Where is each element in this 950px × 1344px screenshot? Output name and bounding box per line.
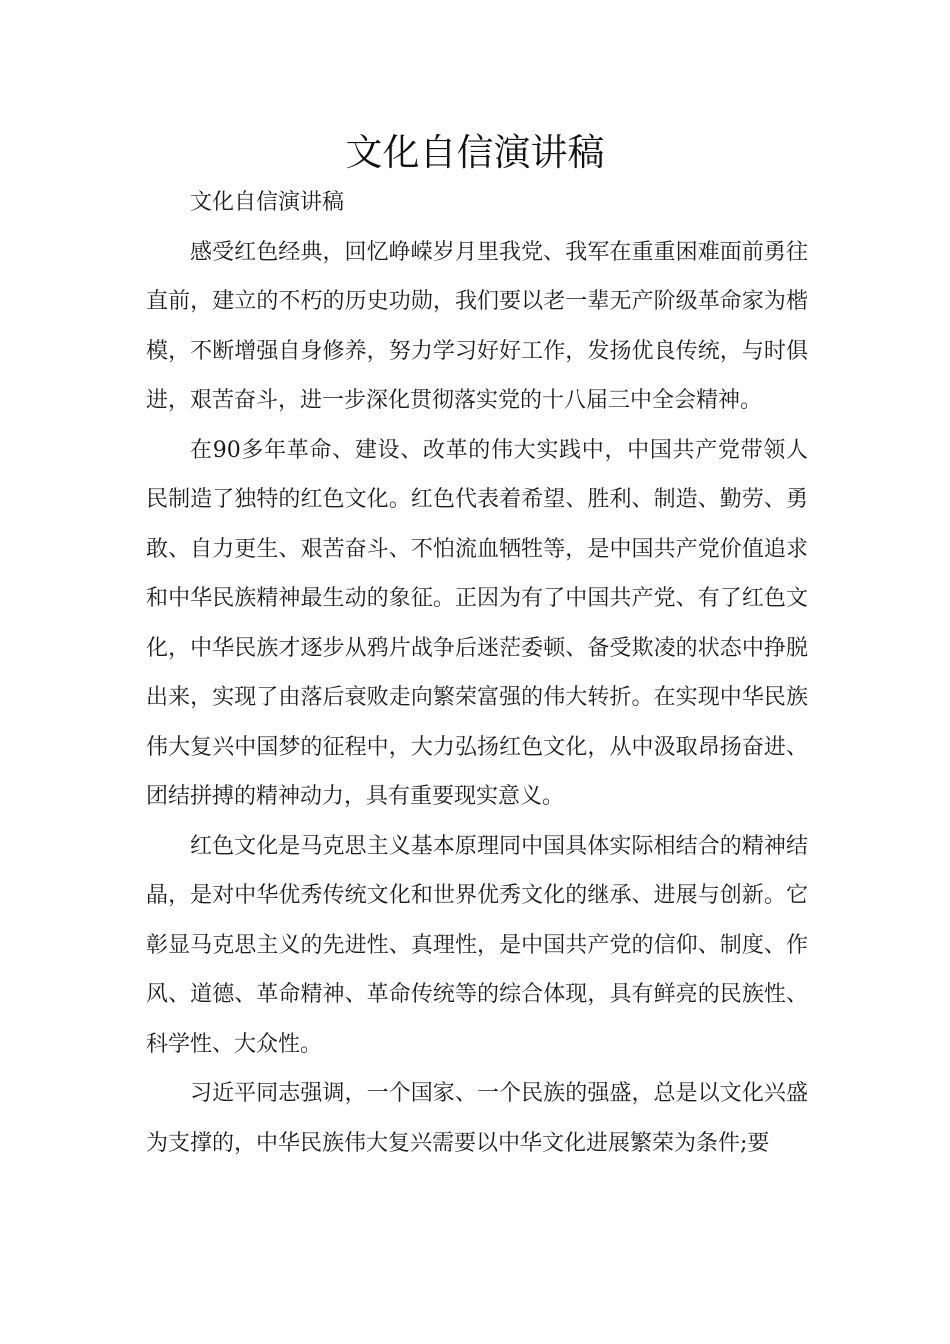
document-title: 文化自信演讲稿 (345, 131, 605, 174)
paragraph: 红色文化是马克思主义基本原理同中国具体实际相结合的精神结晶，是对中华优秀传统文化和世界优秀文化的继承、进展与创新。它彰显马克思主义的先进性、真理性，是中国共产党的信仰、制度、作风、道德、革命精神、革命传统等的综合体现，具有鲜亮的民族性、科学性、大众性。 (146, 833, 808, 1057)
paragraph: 感受红色经典，回忆峥嵘岁月里我党、我军在重重困难面前勇往直前，建立的不朽的历史功勋，我们要以老一辈无产阶级革命家为楷模，不断增强自身修养，努力学习好好工作，发扬优良传统，与时俱进，艰苦奋斗，进一步深化贯彻落实党的十八届三中全会精神。 (146, 239, 808, 413)
paragraph: 习近平同志强调，一个国家、一个民族的强盛，总是以文化兴盛为支撑的，中华民族伟大复兴需要以中华文化进展繁荣为条件;要 (146, 1081, 808, 1156)
document-body (146, 178, 808, 1168)
paragraph-subtitle: 文化自信演讲稿 (190, 190, 345, 215)
paragraph: 在90多年革命、建设、改革的伟大实践中，中国共产党带领人民制造了独特的红色文化。红色代表着希望、胜利、制造、勤劳、勇敢、自力更生、艰苦奋斗、不怕流血牺牲等，是中国共产党价值追求和中华民族精神最生动的象征。正因为有了中国共产党、有了红色文化，中华民族才逐步从鸦片战争后迷茫委顿、备受欺凌的状态中挣脱出来，实现了由落后衰败走向繁荣富强的伟大转折。在实现中华民族伟大复兴中国梦的征程中，大力弘扬红色文化，从中汲取昂扬奋进、团结拼搏的精神动力，具有重要现实意义。 (146, 437, 808, 809)
